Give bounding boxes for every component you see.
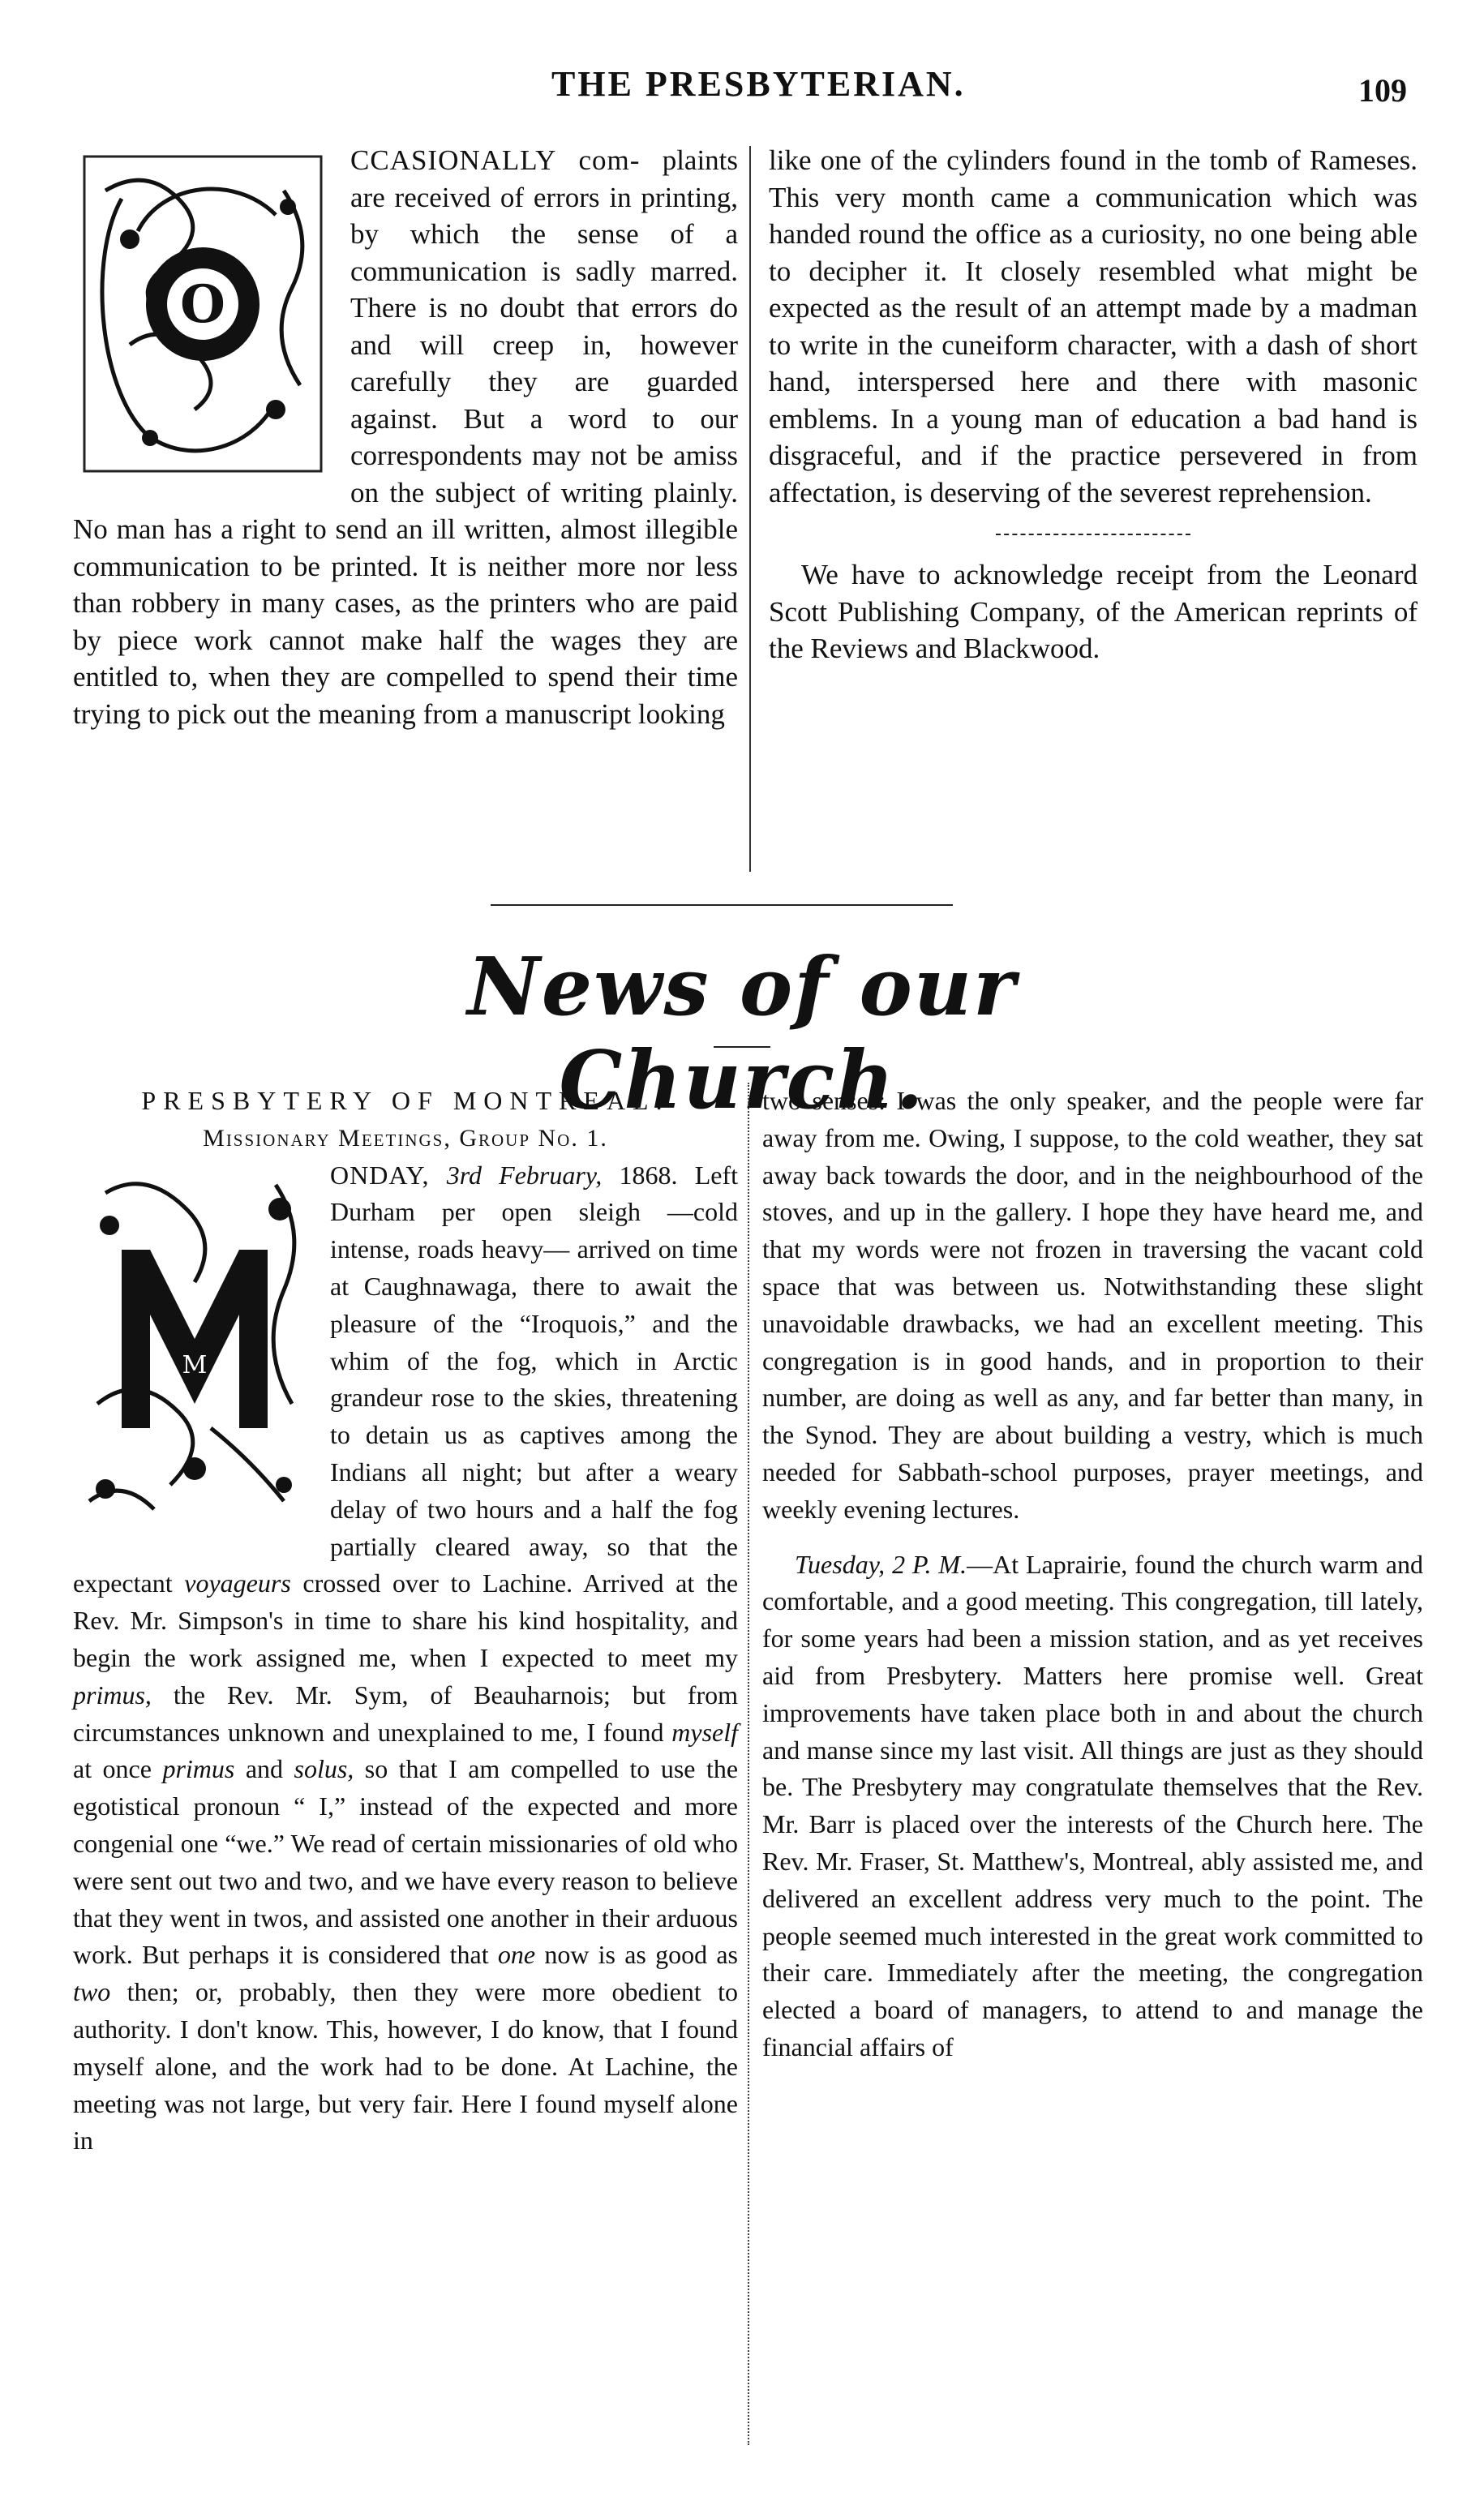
report-text-b: crossed over to Lachine. Arrived at the Rev. Mr. Simpson's in time to share his kind hospitality, and begin the work assigned me, when I expected to meet my (73, 1568, 739, 1672)
laprairie-report: —At Laprairie, found the church warm and comfortable, and a good meeting. This congregation, till lately, for some years had been a mission station, and as yet receives aid from Presbytery. Matters here promise well. Great improvements have taken place both in and about the church and manse since my last visit. All things are just as they should be. The Presbytery may congratulate themselves that the Rev. Mr. Barr is placed over the interests of the Church here. The Rev. Mr. Fraser, St. Matthew's, Montreal, ably assisted me, and delivered an excellent address very much to the point. The people seemed much interested in the great work committed to their care. Immediately after the meeting, the congregation elected a board of managers, to attend to and manage the financial affairs of (762, 1549, 1423, 2061)
italic-myself: myself (671, 1717, 738, 1747)
report-text-h: then; or, probably, then they were more obedient to authority. I don't know. This, however, I do know, that I found myself alone, and the work had to be done. At Lachine, the meeting was not large, but very fair. Here I found myself alone in (73, 1977, 739, 2156)
presbytery-heading: PRESBYTERY OF MONTREAL. (141, 1086, 670, 1115)
title-underline (714, 1046, 770, 1048)
italic-voyageurs: voyageurs (184, 1568, 291, 1598)
ornamental-divider (996, 534, 1190, 535)
report-text-g: now is as good as (544, 1940, 739, 1970)
ornamental-initial-o (73, 142, 332, 483)
column-divider-bottom (748, 1083, 749, 2445)
tuesday-heading: Tuesday, 2 P. M. (795, 1549, 967, 1579)
report-text-d: at once (73, 1754, 152, 1784)
column-divider-top (749, 146, 751, 872)
report-continued: two senses: I was the only speaker, and the people were far away from me. Owing, I suppose, to the cold weather, they sat away back towards the door, and in the neighbourhood of the stoves, and up in the gallery. I hope they have heard me, and that my words were not frozen in traversing the vacant cold space that was between us. Notwithstanding these slight unavoidable drawbacks, we had an excellent meeting. This congregation is in good hands, and in proportion to their number, are doing as well as any, and far better than many, in the Synod. They are about building a vestry, which is much needed for Sabbath-school purposes, prayer meetings, and weekly evening lectures. (762, 1086, 1423, 1524)
report-text-c: the Rev. Mr. Sym, of Beauharnois; but from circumstances unknown and unexplained to me, I found (73, 1680, 739, 1747)
svg-text:O: O (180, 274, 225, 335)
paragraph-1: plaints are received of errors in printing, by which the sense of a communication is sadly marred. There is no doubt that errors do and will creep in, however carefully they are guarded against. But a word to our correspondents may not be amiss on the subject of writing plainly. No man has a right to send an ill written, almost illegible communication to be printed. It is neither more nor less than robbery in many cases, as the printers who are paid by piece work cannot make half the wages they are entitled to, when they are compelled to spend their time trying to pick out the meaning from a manuscript looking (73, 144, 739, 730)
report-text-e: and (245, 1754, 284, 1784)
italic-one: one (497, 1940, 536, 1970)
date-year: 1868. (619, 1160, 678, 1190)
section-title: News of our Church. (467, 941, 1017, 1127)
report-text-a: Left Durham per open sleigh —cold intense, roads heavy— arrived on time at Caughnawaga, there to await the pleasure of the “Iroquois,” and the whim of the fog, which in Arctic grandeur rose to the skies, threatening to detain us as captives among the Indians all night; but after a weary delay of two hours and a half the fog partially cleared away, so that the expectant (73, 1160, 739, 1598)
paragraph-3: We have to acknowledge receipt from the Leonard Scott Publishing Company, of the American reprints of the Reviews and Blackwood. (769, 559, 1418, 664)
errors-article-col1 (73, 142, 738, 732)
lead-word: CCASIONALLY com- (350, 144, 641, 176)
italic-solus: solus, (294, 1754, 354, 1784)
running-title: THE PRESBYTERIAN. (551, 64, 966, 104)
italic-primus-2: primus (162, 1754, 235, 1784)
date: 3rd February, (446, 1160, 603, 1190)
ornamental-initial-m (73, 1160, 312, 1525)
meetings-subheading: Missionary Meetings, Group No. 1. (203, 1124, 608, 1152)
news-col1 (73, 1083, 738, 2160)
italic-two: two (73, 1977, 111, 2007)
page-number: 109 (1358, 72, 1407, 109)
svg-text:M: M (182, 1350, 208, 1379)
errors-article-col2 (769, 142, 1418, 667)
italic-primus: primus, (73, 1680, 152, 1710)
paragraph-2: like one of the cylinders found in the tomb of Rameses. This very month came a communication which was handed round the office as a curiosity, no one being able to decipher it. It closely resembled what might be expected as the result of an attempt made by a madman to write in the cuneiform character, with a dash of short hand, interspersed here and there with masonic emblems. In a young man of education a bad hand is disgraceful, and if the practice persevered in from affectation, is deserving of the severest reprehension. (769, 144, 1418, 508)
section-rule (491, 904, 953, 906)
news-col2 (762, 1083, 1423, 2066)
date-lead: ONDAY, (330, 1160, 430, 1190)
report-text-f: so that I am compelled to use the egotistical pronoun “ I,” instead of the expected and more congenial one “we.” We read of certain missionaries of old who were sent out two and two, and we have every reason to believe that they went in twos, and assisted one another in their arduous work. But perhaps it is considered that (73, 1754, 739, 1970)
